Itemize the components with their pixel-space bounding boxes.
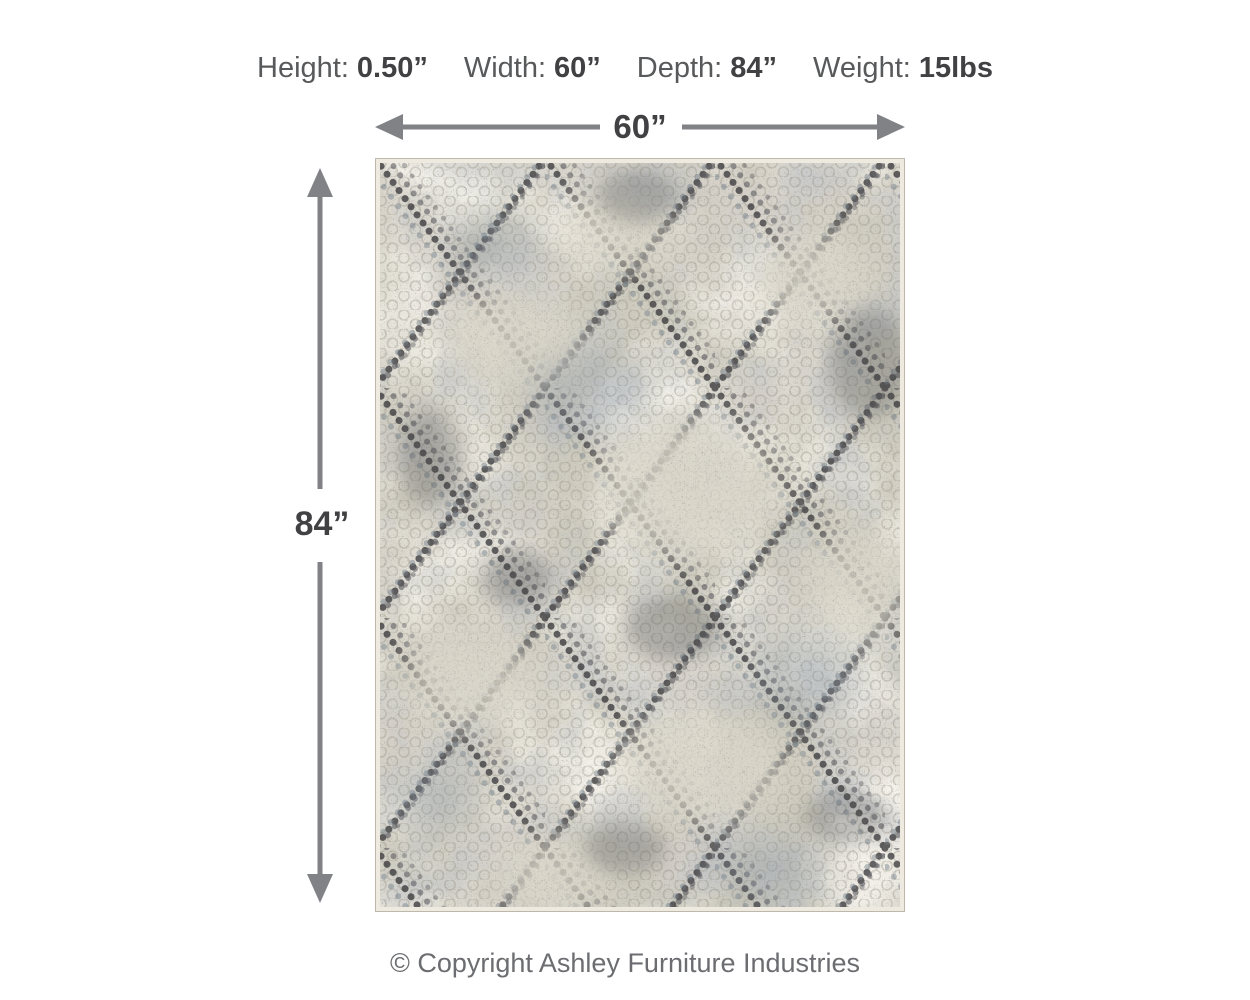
spec-height-value: 0.50”: [356, 52, 428, 84]
spec-width-label: Width:: [463, 52, 547, 84]
spec-weight-value: 15lbs: [918, 52, 993, 84]
spec-depth-label: Depth:: [636, 52, 723, 84]
spec-height-label: Height:: [257, 52, 349, 84]
width-arrow-right-head-icon: [877, 114, 905, 140]
copyright-text: © Copyright Ashley Furniture Industries: [389, 948, 861, 978]
height-arrow-label: 84”: [294, 505, 350, 543]
product-image-rug: [375, 158, 905, 912]
spec-height: [257, 50, 428, 86]
height-arrow-top-head-icon: [307, 168, 333, 197]
spec-depth: [637, 50, 777, 86]
spec-weight-label: Weight:: [813, 52, 911, 84]
spec-width-value: 60”: [554, 52, 601, 84]
width-arrow-left-head-icon: [375, 114, 403, 140]
width-arrow-label: 60”: [613, 108, 667, 145]
spec-weight: [813, 50, 993, 86]
spec-width: [464, 50, 601, 86]
spec-line: [0, 50, 1250, 86]
height-arrow-bottom-head-icon: [307, 874, 333, 903]
rug-texture: [375, 158, 905, 912]
spec-depth-value: 84”: [730, 52, 778, 84]
